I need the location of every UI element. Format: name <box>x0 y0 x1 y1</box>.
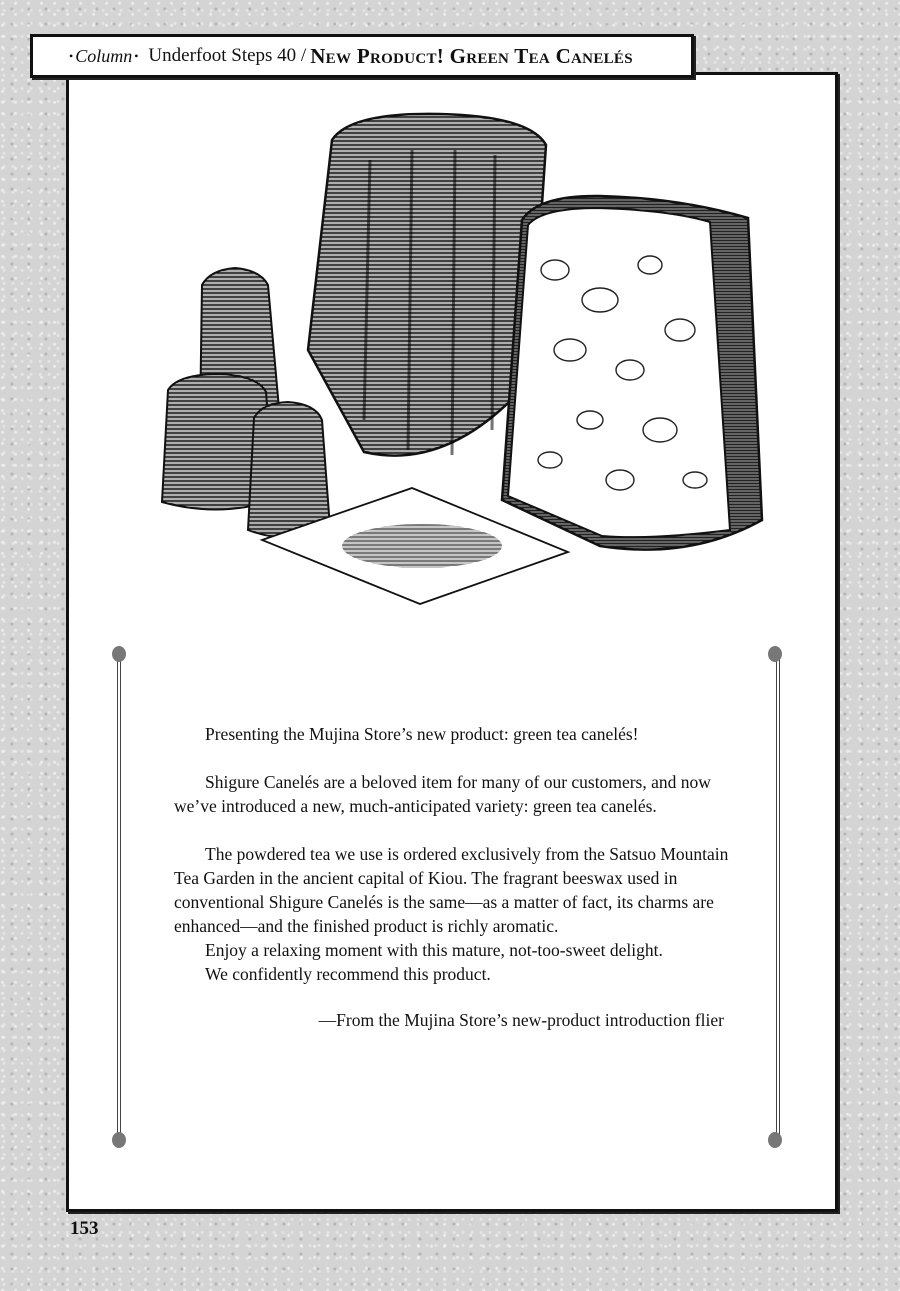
column-header <box>30 34 694 78</box>
canele-pastries-illustration <box>150 100 780 610</box>
column-label: Column <box>75 45 133 66</box>
column-title: New Product! Green Tea Canelés <box>310 43 633 68</box>
powdered-tea <box>342 524 502 568</box>
article-paragraph: The powdered tea we use is ordered exclusively from the Satsuo Mountain Tea Garden in the ancient capital of Kiou. The fragrant beeswax used in conventional Shigure Canelés is the same—as a matter of fact, its charms are enhanced—and the finished product is richly aromatic. <box>174 844 729 936</box>
frame-rail-right <box>776 652 780 1140</box>
frame-curl-icon <box>768 646 782 662</box>
article-paragraph: Presenting the Mujina Store’s new product: green tea canelés! <box>205 724 639 744</box>
article-paragraph: Shigure Canelés are a beloved item for many of our customers, and now we’ve introduced a new, much-anticipated variety: green tea canelés. <box>174 772 711 816</box>
article-paragraph: We confidently recommend this product. <box>205 964 491 984</box>
bullet-icon: • <box>134 48 139 63</box>
article-body <box>174 722 730 1032</box>
article-paragraph: Enjoy a relaxing moment with this mature, not-too-sweet delight. <box>205 940 663 960</box>
small-canele-front <box>248 402 330 538</box>
bullet-icon: • <box>69 48 74 63</box>
frame-rail-left <box>117 652 121 1140</box>
page-number: 153 <box>70 1218 99 1239</box>
frame-curl-icon <box>768 1132 782 1148</box>
series-label: Underfoot Steps 40 / <box>148 45 307 66</box>
frame-curl-icon <box>112 1132 126 1148</box>
frame-curl-icon <box>112 646 126 662</box>
attribution: —From the Mujina Store’s new-product introduction flier <box>318 1010 724 1030</box>
